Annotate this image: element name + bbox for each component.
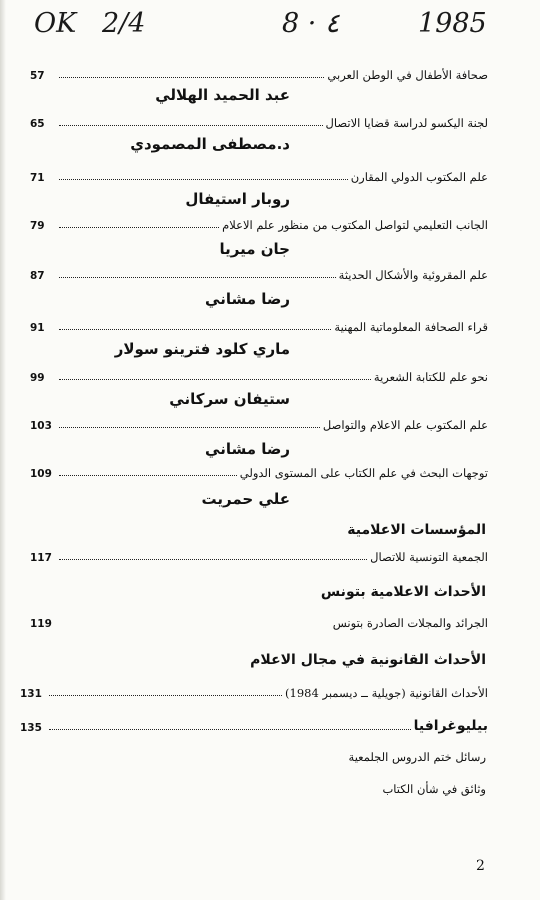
toc-entry — [30, 264, 488, 282]
entry-author: د.مصطفى المصمودي — [130, 135, 290, 153]
dot-leader — [49, 729, 411, 730]
entry-page-number: 99 — [30, 372, 45, 384]
entry-title: لجنة اليكسو لدراسة قضايا الاتصال — [325, 116, 488, 130]
section-heading: الأحداث الاعلامية بتونس — [320, 584, 486, 600]
handwritten-year: 1985 — [418, 8, 487, 39]
dot-leader — [59, 329, 331, 330]
entry-page-number: 117 — [30, 552, 52, 564]
entry-page-number: 109 — [30, 468, 52, 480]
entry-title: صحافة الأطفال في الوطن العربي — [327, 68, 488, 82]
toc-entry — [30, 316, 488, 334]
entry-author: علي حمريت — [201, 490, 290, 508]
bibliography-entry — [20, 716, 488, 734]
handwritten-date: 8 · ٤ — [282, 8, 340, 39]
entry-title: الجانب التعليمي لتواصل المكتوب من منظور علم الاعلام — [222, 218, 488, 232]
handwritten-fraction: 2/4 — [102, 8, 146, 39]
dot-leader — [59, 427, 320, 428]
section-heading: الأحداث القانونية في مجال الاعلام — [250, 652, 486, 668]
bibliography-heading: بيليوغرافيا — [413, 718, 488, 734]
entry-author: روبار استيفال — [185, 190, 290, 208]
entry-page-number: 119 — [30, 618, 52, 630]
dot-leader — [59, 379, 371, 380]
entry-page-number: 103 — [30, 420, 52, 432]
entry-author: ماري كلود فترينو سولار — [114, 340, 290, 358]
entry-page-number: 135 — [20, 722, 42, 734]
entry-title: علم المكتوب علم الاعلام والتواصل — [322, 418, 488, 432]
entry-page-number: 57 — [30, 70, 45, 82]
toc-entry — [30, 612, 488, 630]
entry-page-number: 131 — [20, 688, 42, 700]
toc-entry — [30, 112, 488, 130]
entry-title: الجمعية التونسية للاتصال — [370, 550, 488, 564]
toc-entry — [20, 682, 488, 700]
dot-leader — [59, 559, 367, 560]
entry-title: الجرائد والمجلات الصادرة بتونس — [332, 616, 488, 630]
entry-page-number: 91 — [30, 322, 45, 334]
bibliography-item: وثائق في شأن الكتاب — [382, 782, 486, 796]
entry-title: علم المقروئية والأشكال الحديثة — [338, 268, 488, 282]
dot-leader — [59, 625, 330, 626]
page-edge-shadow — [0, 0, 6, 900]
entry-page-number: 79 — [30, 220, 45, 232]
entry-author: جان ميريا — [219, 240, 290, 258]
entry-title: قراء الصحافة المعلوماتية المهنية — [334, 320, 488, 334]
dot-leader — [49, 695, 282, 696]
toc-entry — [30, 166, 488, 184]
toc-entry — [30, 214, 488, 232]
entry-author: عبد الحميد الهلالي — [155, 86, 290, 104]
entry-title: توجهات البحث في علم الكتاب على المستوى الدولي — [239, 466, 488, 480]
dot-leader — [59, 277, 336, 278]
entry-author: ستيفان سركاني — [169, 390, 290, 408]
toc-entry — [30, 546, 488, 564]
dot-leader — [59, 227, 219, 228]
entry-page-number: 87 — [30, 270, 45, 282]
dot-leader — [59, 77, 324, 78]
handwritten-ok: OK — [34, 8, 77, 39]
entry-author: رضا مشاني — [205, 290, 290, 308]
toc-entry — [30, 64, 488, 82]
page-number: 2 — [476, 858, 485, 874]
entry-title: علم المكتوب الدولي المقارن — [350, 170, 488, 184]
dot-leader — [59, 179, 348, 180]
entry-page-number: 65 — [30, 118, 45, 130]
bibliography-item: رسائل ختم الدروس الجلمعية — [348, 750, 486, 764]
section-heading: المؤسسات الاعلامية — [347, 522, 486, 538]
dot-leader — [59, 125, 323, 126]
toc-entry — [30, 462, 488, 480]
entry-author: رضا مشاني — [205, 440, 290, 458]
entry-page-number: 71 — [30, 172, 45, 184]
entry-title: نحو علم للكتابة الشعرية — [373, 370, 488, 384]
toc-entry — [30, 414, 488, 432]
entry-title: الأحداث القانونية (جويلية ــ ديسمبر 1984) — [285, 686, 488, 700]
toc-entry — [30, 366, 488, 384]
dot-leader — [59, 475, 237, 476]
